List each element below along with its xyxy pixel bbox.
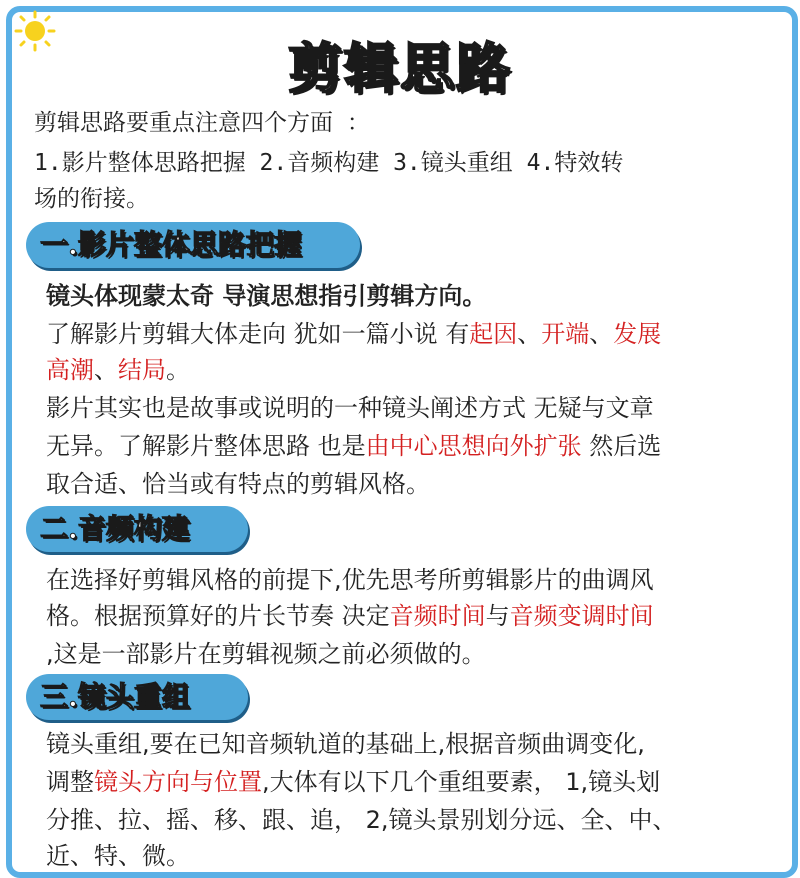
intro-line-3: 场的衔接。: [34, 186, 149, 212]
section-2-header: [26, 506, 248, 552]
highlight-text: 音频时间: [389, 602, 486, 630]
intro-line-1: 剪辑思路要重点注意四个方面 ：: [34, 110, 370, 136]
section-1-line-1: [46, 314, 661, 349]
highlight-text: 发展: [613, 320, 662, 348]
section-2-line-2: [46, 596, 654, 631]
section-1-line-3: 影片其实也是故事或说明的一种镜头阐述方式 无疑与文章: [46, 394, 654, 422]
text-segment: 然后选: [581, 432, 662, 460]
text-segment: 与: [485, 602, 510, 630]
highlight-text: 结局: [118, 356, 166, 384]
highlight-text: 起因: [469, 320, 518, 348]
section-3-line-2: [46, 762, 660, 797]
highlight-text: 开端: [541, 320, 590, 348]
text-segment: 格。根据预算好的片长节奏 决定: [46, 602, 390, 630]
text-segment: 、: [589, 320, 614, 348]
section-3-line-3: 分推、拉、摇、移、跟、追， 2,镜头景别划分远、全、中、: [46, 806, 677, 834]
section-1-line-2: [46, 350, 190, 385]
highlight-text: 由中心思想向外扩张: [365, 432, 582, 460]
section-3-header: [26, 674, 248, 720]
text-segment: 调整: [46, 768, 94, 796]
highlight-text: 镜头方向与位置: [94, 768, 262, 796]
text-segment: 。: [166, 356, 190, 384]
section-1-line-5: 取合适、恰当或有特点的剪辑风格。: [46, 470, 430, 498]
page-title: 剪辑思路: [288, 36, 512, 100]
section-3-line-4: 近、特、微。: [46, 842, 190, 870]
section-1-subtitle: 镜头体现蒙太奇 导演思想指引剪辑方向。: [46, 282, 487, 310]
section-1-header: [26, 222, 360, 268]
section-2-header-text: 二.音频构建: [40, 512, 190, 545]
highlight-text: 高潮: [46, 356, 94, 384]
section-2-line-1: 在选择好剪辑风格的前提下,优先思考所剪辑影片的曲调风: [46, 566, 654, 594]
section-2-line-3: ,这是一部影片在剪辑视频之前必须做的。: [46, 640, 486, 668]
text-segment: ,大体有以下几个重组要素， 1,镜头划: [262, 768, 661, 796]
section-3-header-text: 三.镜头重组: [40, 680, 190, 713]
text-segment: 、: [517, 320, 542, 348]
intro-line-2: 1.影片整体思路把握 2.音频构建 3.镜头重组 4.特效转: [34, 150, 624, 176]
section-3-line-1: 镜头重组,要在已知音频轨道的基础上,根据音频曲调变化,: [46, 730, 645, 758]
section-1-header-text: 一.影片整体思路把握: [40, 228, 302, 261]
text-segment: 无异。了解影片整体思路 也是: [46, 432, 366, 460]
highlight-text: 音频变调时间: [509, 602, 654, 630]
text-segment: 了解影片剪辑大体走向 犹如一篇小说 有: [46, 320, 470, 348]
section-1-line-4: [46, 426, 661, 461]
text-segment: 、: [94, 356, 118, 384]
